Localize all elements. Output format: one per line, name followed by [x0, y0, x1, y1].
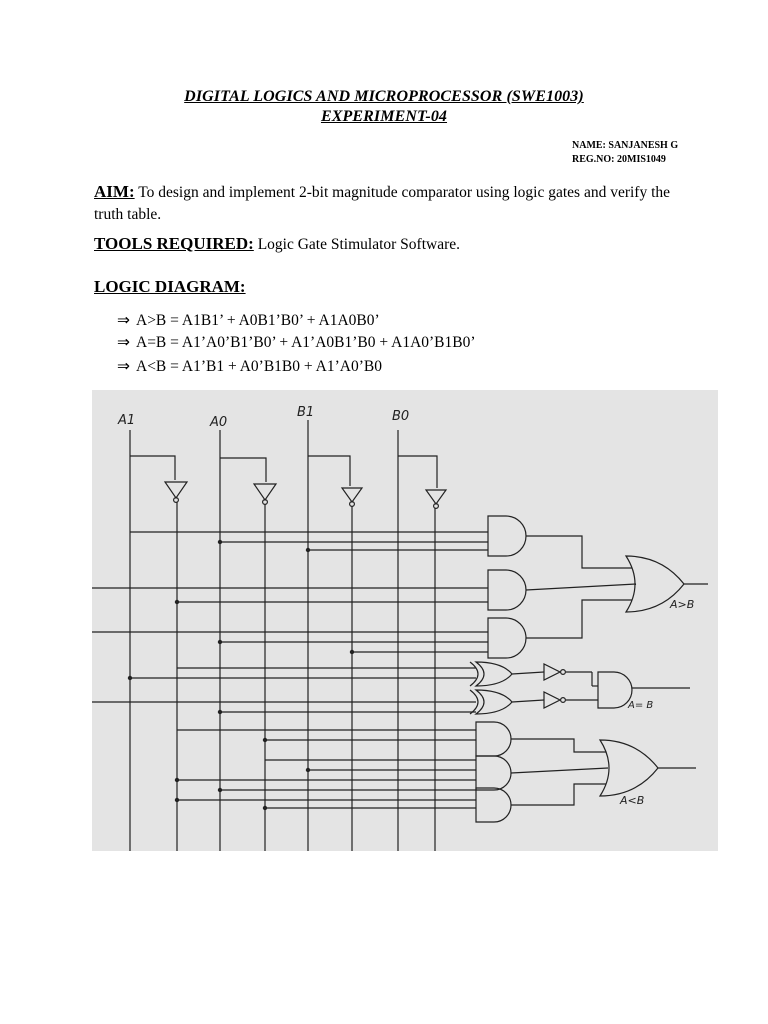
experiment-number: EXPERIMENT-04 [320, 108, 448, 125]
document-title: DIGITAL LOGICS AND MICROPROCESSOR (SWE1003) [184, 88, 584, 105]
label-b0: B0 [392, 409, 410, 424]
implies-arrow-icon: ⇒ [117, 358, 130, 375]
equation-text: A>B = A1B1’ + A0B1’B0’ + A1A0B0’ [136, 312, 380, 329]
tools-label: TOOLS REQUIRED: [94, 234, 254, 253]
equation-equal [117, 333, 476, 352]
label-a-equal-b: A= B [628, 700, 654, 711]
label-a1: A1 [118, 413, 136, 428]
tools-section [94, 233, 460, 256]
equation-text: A=B = A1’A0’B1’B0’ + A1’A0B1’B0 + A1A0’B1B0’ [136, 334, 476, 351]
label-a-greater-b: A>B [670, 598, 695, 611]
label-a-less-b: A<B [620, 794, 645, 807]
logic-diagram-heading: LOGIC DIAGRAM: [94, 277, 246, 296]
tools-text: Logic Gate Stimulator Software. [257, 236, 460, 253]
equation-greater [117, 311, 380, 330]
label-b1: B1 [297, 405, 315, 420]
implies-arrow-icon: ⇒ [117, 312, 130, 329]
logic-diagram-image [92, 390, 718, 851]
aim-section [94, 181, 684, 226]
label-a0: A0 [210, 415, 228, 430]
registration-number: REG.NO: 20MIS1049 [572, 154, 666, 165]
student-name: NAME: SANJANESH G [572, 140, 679, 151]
aim-text: To design and implement 2-bit magnitude comparator using logic gates and verify the truth table. [94, 184, 671, 223]
implies-arrow-icon: ⇒ [117, 334, 130, 351]
aim-label: AIM: [94, 182, 135, 201]
equation-less [117, 357, 382, 376]
equation-text: A<B = A1’B1 + A0’B1B0 + A1’A0’B0 [136, 358, 382, 375]
